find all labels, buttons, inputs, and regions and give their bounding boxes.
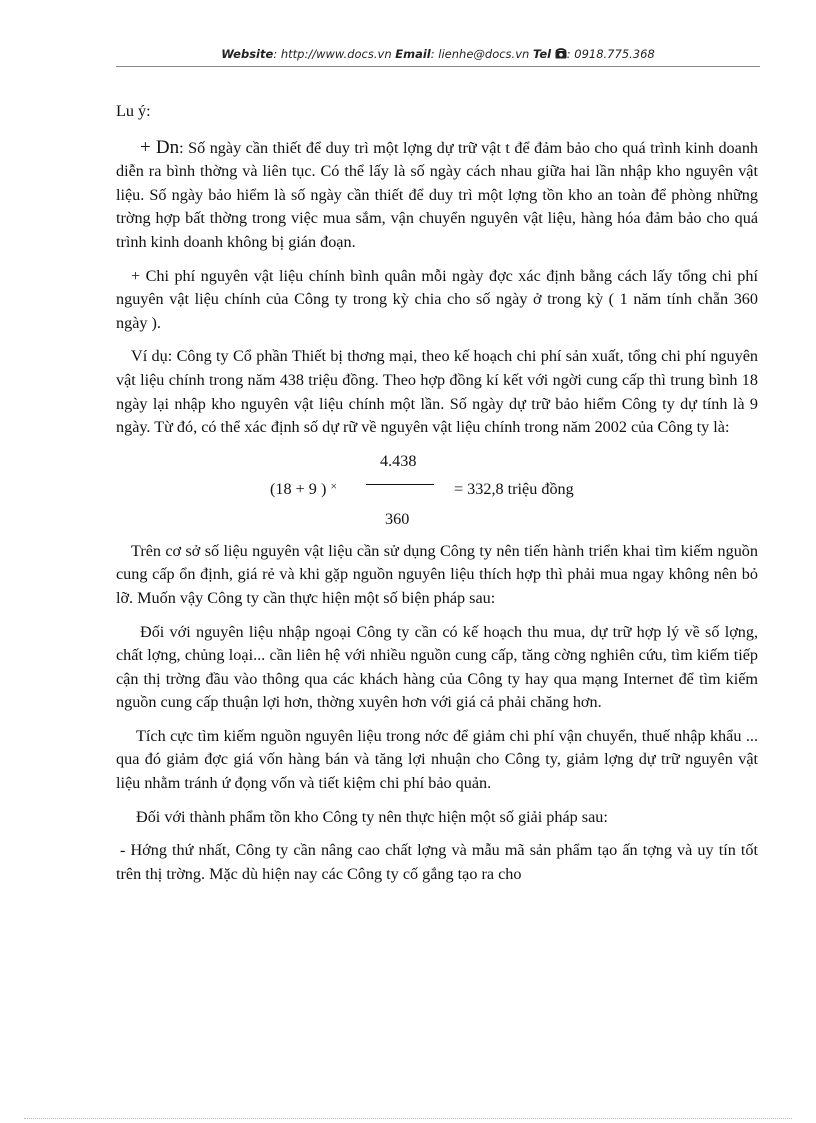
website-value[interactable]: : http://www.docs.vn (273, 47, 392, 61)
formula-numerator: 4.438 (380, 451, 417, 470)
tel-value: : 0918.775.368 (566, 47, 655, 61)
formula-left (270, 478, 337, 503)
formula-denominator: 360 (385, 509, 410, 528)
tel-label: Tel (532, 47, 552, 61)
website-label: Website (221, 47, 274, 61)
paragraph-example: Ví dụ: Công ty Cổ phần Thiết bị thơng mại, theo kế hoạch chi phí sản xuất, tổng chi phí nguyên vật liệu chính trong năm 438 triệu đồng. Theo hợp đồng kí kết với ngời cung cấp thì trung bình 18 ngày lại nhập kho nguyên vật liệu chính một lần. Số ngày dự trữ bảo hiểm Công ty dự tính là 9 ngày. Từ đó, có thể xác định số dự rữ về nguyên vật liệu chính trong năm 2002 của Công ty là: (116, 347, 758, 437)
paragraph-cost: + Chi phí nguyên vật liệu chính bình quân mỗi ngày đợc xác định bằng cách lấy tổng chi phí nguyên vật liệu chính của Công ty trong kỳ chia cho số ngày ở trong kỳ ( 1 năm tính chẵn 360 ngày ). (116, 266, 758, 332)
formula (116, 450, 758, 532)
formula-result: = 332,8 triệu đồng (454, 479, 574, 498)
footer-divider (24, 1118, 792, 1119)
paragraph-basis: Trên cơ sở số liệu nguyên vật liệu cần sử dụng Công ty nên tiến hành triển khai tìm kiếm nguồn cung cấp ổn định, giá rẻ và khi gặp nguồn nguyên liệu thích hợp thì phải mua ngay không nên bỏ lỡ. Muốn vậy Công ty cần thực hiện một số biện pháp sau: (116, 541, 758, 607)
paragraph-direction-one: - Hớng thứ nhất, Công ty cần nâng cao chất lợng và mẫu mã sản phẩm tạo ấn tợng và uy tín tốt trên thị trờng. Mặc dù hiện nay các Công ty cố gắng tạo ra cho (116, 841, 758, 883)
dn-text: : Số ngày cần thiết để duy trì một lợng dự trữ vật t để đảm bảo cho quá trình kinh doanh diễn ra bình thờng và liên tục. Có thể lấy là số ngày cách nhau giữa hai lần nhập kho nguyên vật liệu. Số ngày bảo hiểm là số ngày cần thiết để duy trì một lợng tồn kho an toàn để phòng những trờng hợp bất thờng trong việc mua sắm, vận chuyển nguyên vật liệu, hàng hóa đảm bảo cho quá trình kinh doanh không bị gián đoạn. (116, 138, 759, 251)
page-header (116, 47, 760, 61)
phone-icon (555, 48, 567, 59)
email-value[interactable]: : lienhe@docs.vn (430, 47, 530, 61)
paragraph-dn (116, 136, 758, 255)
header-rule (116, 66, 760, 67)
document-body (116, 100, 758, 896)
paragraph-import: Đối với nguyên liệu nhập ngoại Công ty cần có kế hoạch thu mua, dự trữ hợp lý về số lợng, chất lợng, chủng loại... cần liên hệ với nhiều nguồn cung cấp, tăng cờng nghiên cứu, tìm kiếm tiếp cận thị trờng đầu vào thông qua các khách hàng của Công ty hay qua mạng Internet để tìm kiếm nguồn cung cấp thuận lợi hơn, thờng xuyên hơn với giá cả phải chăng hơn. (116, 622, 758, 712)
dn-bullet: + Dn (140, 136, 180, 158)
email-label: Email (395, 47, 431, 61)
note-title: Lu ý: (116, 102, 151, 120)
paragraph-domestic: Tích cực tìm kiếm nguồn nguyên liệu trong nớc để giảm chi phí vận chuyển, thuế nhập khẩu ... qua đó giảm đợc giá vốn hàng bán và tăng lợi nhuận cho Công ty, giảm lợng dự trữ nguyên vật liệu nhằm tránh ứ đọng vốn và tiết kiệm chi phí bảo quản. (116, 726, 758, 793)
paragraph-finished-goods: Đối với thành phẩm tồn kho Công ty nên thực hiện một số giải pháp sau: (136, 807, 608, 826)
times-sign: × (330, 478, 338, 493)
formula-left-text: (18 + 9 ) (270, 479, 327, 498)
fraction-bar (366, 484, 434, 485)
